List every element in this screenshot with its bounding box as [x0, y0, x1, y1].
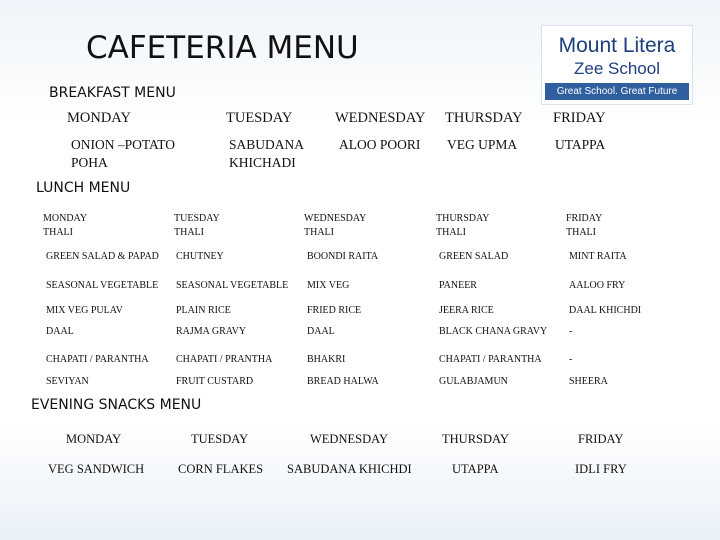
- lunch-item: GULABJAMUN: [439, 376, 508, 387]
- breakfast-day: MONDAY: [67, 110, 131, 126]
- lunch-item: DAAL KHICHDI: [569, 305, 642, 316]
- lunch-thali: THALI: [566, 227, 596, 238]
- logo-line-2: Zee School: [574, 59, 660, 78]
- lunch-item: FRUIT CUSTARD: [176, 376, 254, 387]
- lunch-item: AALOO FRY: [569, 280, 626, 291]
- lunch-item: PLAIN RICE: [176, 305, 231, 316]
- lunch-item: -: [569, 354, 573, 365]
- breakfast-item: SABUDANA: [229, 137, 305, 152]
- evening-item: VEG SANDWICH: [48, 462, 145, 476]
- evening-item: CORN FLAKES: [178, 462, 264, 476]
- lunch-item: SEASONAL VEGETABLE: [46, 280, 159, 291]
- evening-item: IDLI FRY: [575, 462, 627, 476]
- lunch-item: BHAKRI: [307, 354, 346, 365]
- lunch-item: CHUTNEY: [176, 251, 224, 262]
- breakfast-day: THURSDAY: [445, 110, 523, 126]
- lunch-item: CHAPATI / PARANTHA: [46, 354, 149, 365]
- breakfast-item: POHA: [71, 155, 108, 170]
- lunch-item: BREAD HALWA: [307, 376, 379, 387]
- breakfast-item: ALOO POORI: [339, 137, 421, 152]
- lunch-item: GREEN SALAD: [439, 251, 509, 262]
- evening-heading: EVENING SNACKS MENU: [31, 397, 202, 413]
- lunch-item: BOONDI RAITA: [307, 251, 379, 262]
- evening-day: FRIDAY: [578, 432, 624, 446]
- lunch-thali: THALI: [43, 227, 73, 238]
- lunch-item: DAAL: [46, 326, 74, 337]
- lunch-day: TUESDAY: [174, 213, 220, 224]
- breakfast-item: UTAPPA: [555, 137, 606, 152]
- lunch-item: JEERA RICE: [439, 305, 494, 316]
- breakfast-item: ONION –POTATO: [71, 137, 176, 152]
- lunch-thali: THALI: [174, 227, 204, 238]
- evening-item: UTAPPA: [452, 462, 499, 476]
- lunch-item: DAAL: [307, 326, 335, 337]
- lunch-item: SEASONAL VEGETABLE: [176, 280, 289, 291]
- lunch-day: MONDAY: [43, 213, 88, 224]
- lunch-day: FRIDAY: [566, 213, 603, 224]
- breakfast-item: KHICHADI: [229, 155, 296, 170]
- lunch-item: FRIED RICE: [307, 305, 362, 316]
- evening-day: THURSDAY: [442, 432, 509, 446]
- lunch-item: PANEER: [439, 280, 477, 291]
- lunch-day: THURSDAY: [436, 213, 490, 224]
- logo-tagline: Great School. Great Future: [545, 83, 689, 100]
- lunch-item: MIX VEG PULAV: [46, 305, 123, 316]
- lunch-item: -: [569, 326, 573, 337]
- lunch-thali: THALI: [304, 227, 334, 238]
- logo-line-1: Mount Litera: [558, 34, 676, 57]
- lunch-item: SHEERA: [569, 376, 608, 387]
- lunch-item: RAJMA GRAVY: [176, 326, 247, 337]
- breakfast-heading: BREAKFAST MENU: [49, 85, 176, 101]
- breakfast-day: FRIDAY: [553, 110, 606, 126]
- lunch-item: MIX VEG: [307, 280, 350, 291]
- breakfast-item: VEG UPMA: [447, 137, 518, 152]
- lunch-day: WEDNESDAY: [304, 213, 367, 224]
- lunch-item: CHAPATI / PARANTHA: [439, 354, 542, 365]
- lunch-item: SEVIYAN: [46, 376, 89, 387]
- evening-item: SABUDANA KHICHDI: [287, 462, 412, 476]
- lunch-thali: THALI: [436, 227, 466, 238]
- lunch-item: BLACK CHANA GRAVY: [439, 326, 548, 337]
- breakfast-day: WEDNESDAY: [335, 110, 426, 126]
- breakfast-day: TUESDAY: [226, 110, 293, 126]
- school-logo: [541, 25, 693, 105]
- evening-day: WEDNESDAY: [310, 432, 389, 446]
- lunch-item: MINT RAITA: [569, 251, 627, 262]
- lunch-item: GREEN SALAD & PAPAD: [46, 251, 159, 262]
- evening-day: MONDAY: [66, 432, 122, 446]
- page-title: CAFETERIA MENU: [86, 30, 359, 66]
- evening-day: TUESDAY: [191, 432, 249, 446]
- lunch-item: CHAPATI / PRANTHA: [176, 354, 273, 365]
- lunch-heading: LUNCH MENU: [36, 180, 131, 196]
